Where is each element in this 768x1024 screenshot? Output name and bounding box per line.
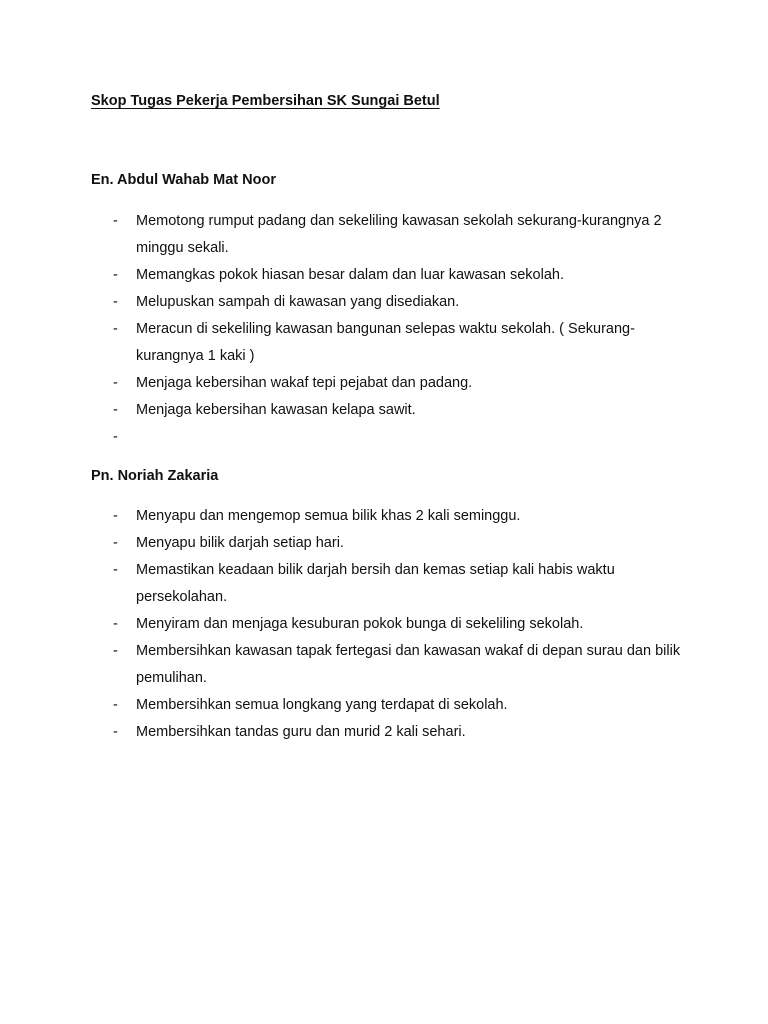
task-text: Menyapu bilik darjah setiap hari.	[136, 535, 344, 551]
list-item	[0, 692, 696, 719]
bullet-dash: -	[113, 321, 118, 337]
section-heading-abdul-wahab: En. Abdul Wahab Mat Noor	[91, 172, 276, 188]
bullet-dash: -	[113, 724, 118, 740]
task-text: Membersihkan tandas guru dan murid 2 kali sehari.	[136, 724, 466, 740]
list-item	[0, 262, 696, 289]
task-text: Memastikan keadaan bilik darjah bersih dan kemas setiap kali habis waktu persekolahan.	[136, 562, 615, 605]
bullet-dash: -	[113, 643, 118, 659]
bullet-dash: -	[113, 213, 118, 229]
task-text: Memangkas pokok hiasan besar dalam dan luar kawasan sekolah.	[136, 267, 564, 283]
list-item	[0, 370, 696, 397]
task-text	[136, 429, 140, 445]
list-item	[0, 424, 696, 451]
list-item	[0, 611, 696, 638]
bullet-dash: -	[113, 508, 118, 524]
section-heading-noriah: Pn. Noriah Zakaria	[91, 468, 219, 484]
bullet-dash: -	[113, 429, 118, 445]
bullet-dash: -	[113, 535, 118, 551]
task-text: Melupuskan sampah di kawasan yang disediakan.	[136, 294, 460, 310]
list-item	[0, 208, 696, 262]
list-item	[0, 289, 696, 316]
task-text: Membersihkan semua longkang yang terdapat di sekolah.	[136, 697, 508, 713]
task-text: Memotong rumput padang dan sekeliling kawasan sekolah sekurang-kurangnya 2 minggu sekali.	[136, 213, 662, 256]
bullet-dash: -	[113, 402, 118, 418]
task-text: Menjaga kebersihan wakaf tepi pejabat dan padang.	[136, 375, 473, 391]
task-text: Menyiram dan menjaga kesuburan pokok bunga di sekeliling sekolah.	[136, 616, 584, 632]
bullet-dash: -	[113, 562, 118, 578]
list-item	[0, 530, 696, 557]
task-text: Membersihkan kawasan tapak fertegasi dan kawasan wakaf di depan surau dan bilik pemulihan.	[136, 643, 681, 686]
bullet-dash: -	[113, 267, 118, 283]
task-text: Menyapu dan mengemop semua bilik khas 2 kali seminggu.	[136, 508, 521, 524]
bullet-dash: -	[113, 375, 118, 391]
list-item	[0, 638, 696, 692]
list-item	[0, 557, 696, 611]
bullet-dash: -	[113, 294, 118, 310]
bullet-dash: -	[113, 616, 118, 632]
list-item	[0, 397, 696, 424]
task-list-noriah	[0, 503, 768, 746]
bullet-dash: -	[113, 697, 118, 713]
task-list-abdul-wahab	[0, 208, 768, 451]
task-text: Meracun di sekeliling kawasan bangunan selepas waktu sekolah. ( Sekurang-kurangnya 1 kaki )	[136, 321, 635, 364]
list-item	[0, 316, 696, 370]
list-item	[0, 719, 696, 746]
list-item	[0, 503, 696, 530]
task-text: Menjaga kebersihan kawasan kelapa sawit.	[136, 402, 416, 418]
document-title: Skop Tugas Pekerja Pembersihan SK Sungai Betul	[91, 93, 440, 109]
